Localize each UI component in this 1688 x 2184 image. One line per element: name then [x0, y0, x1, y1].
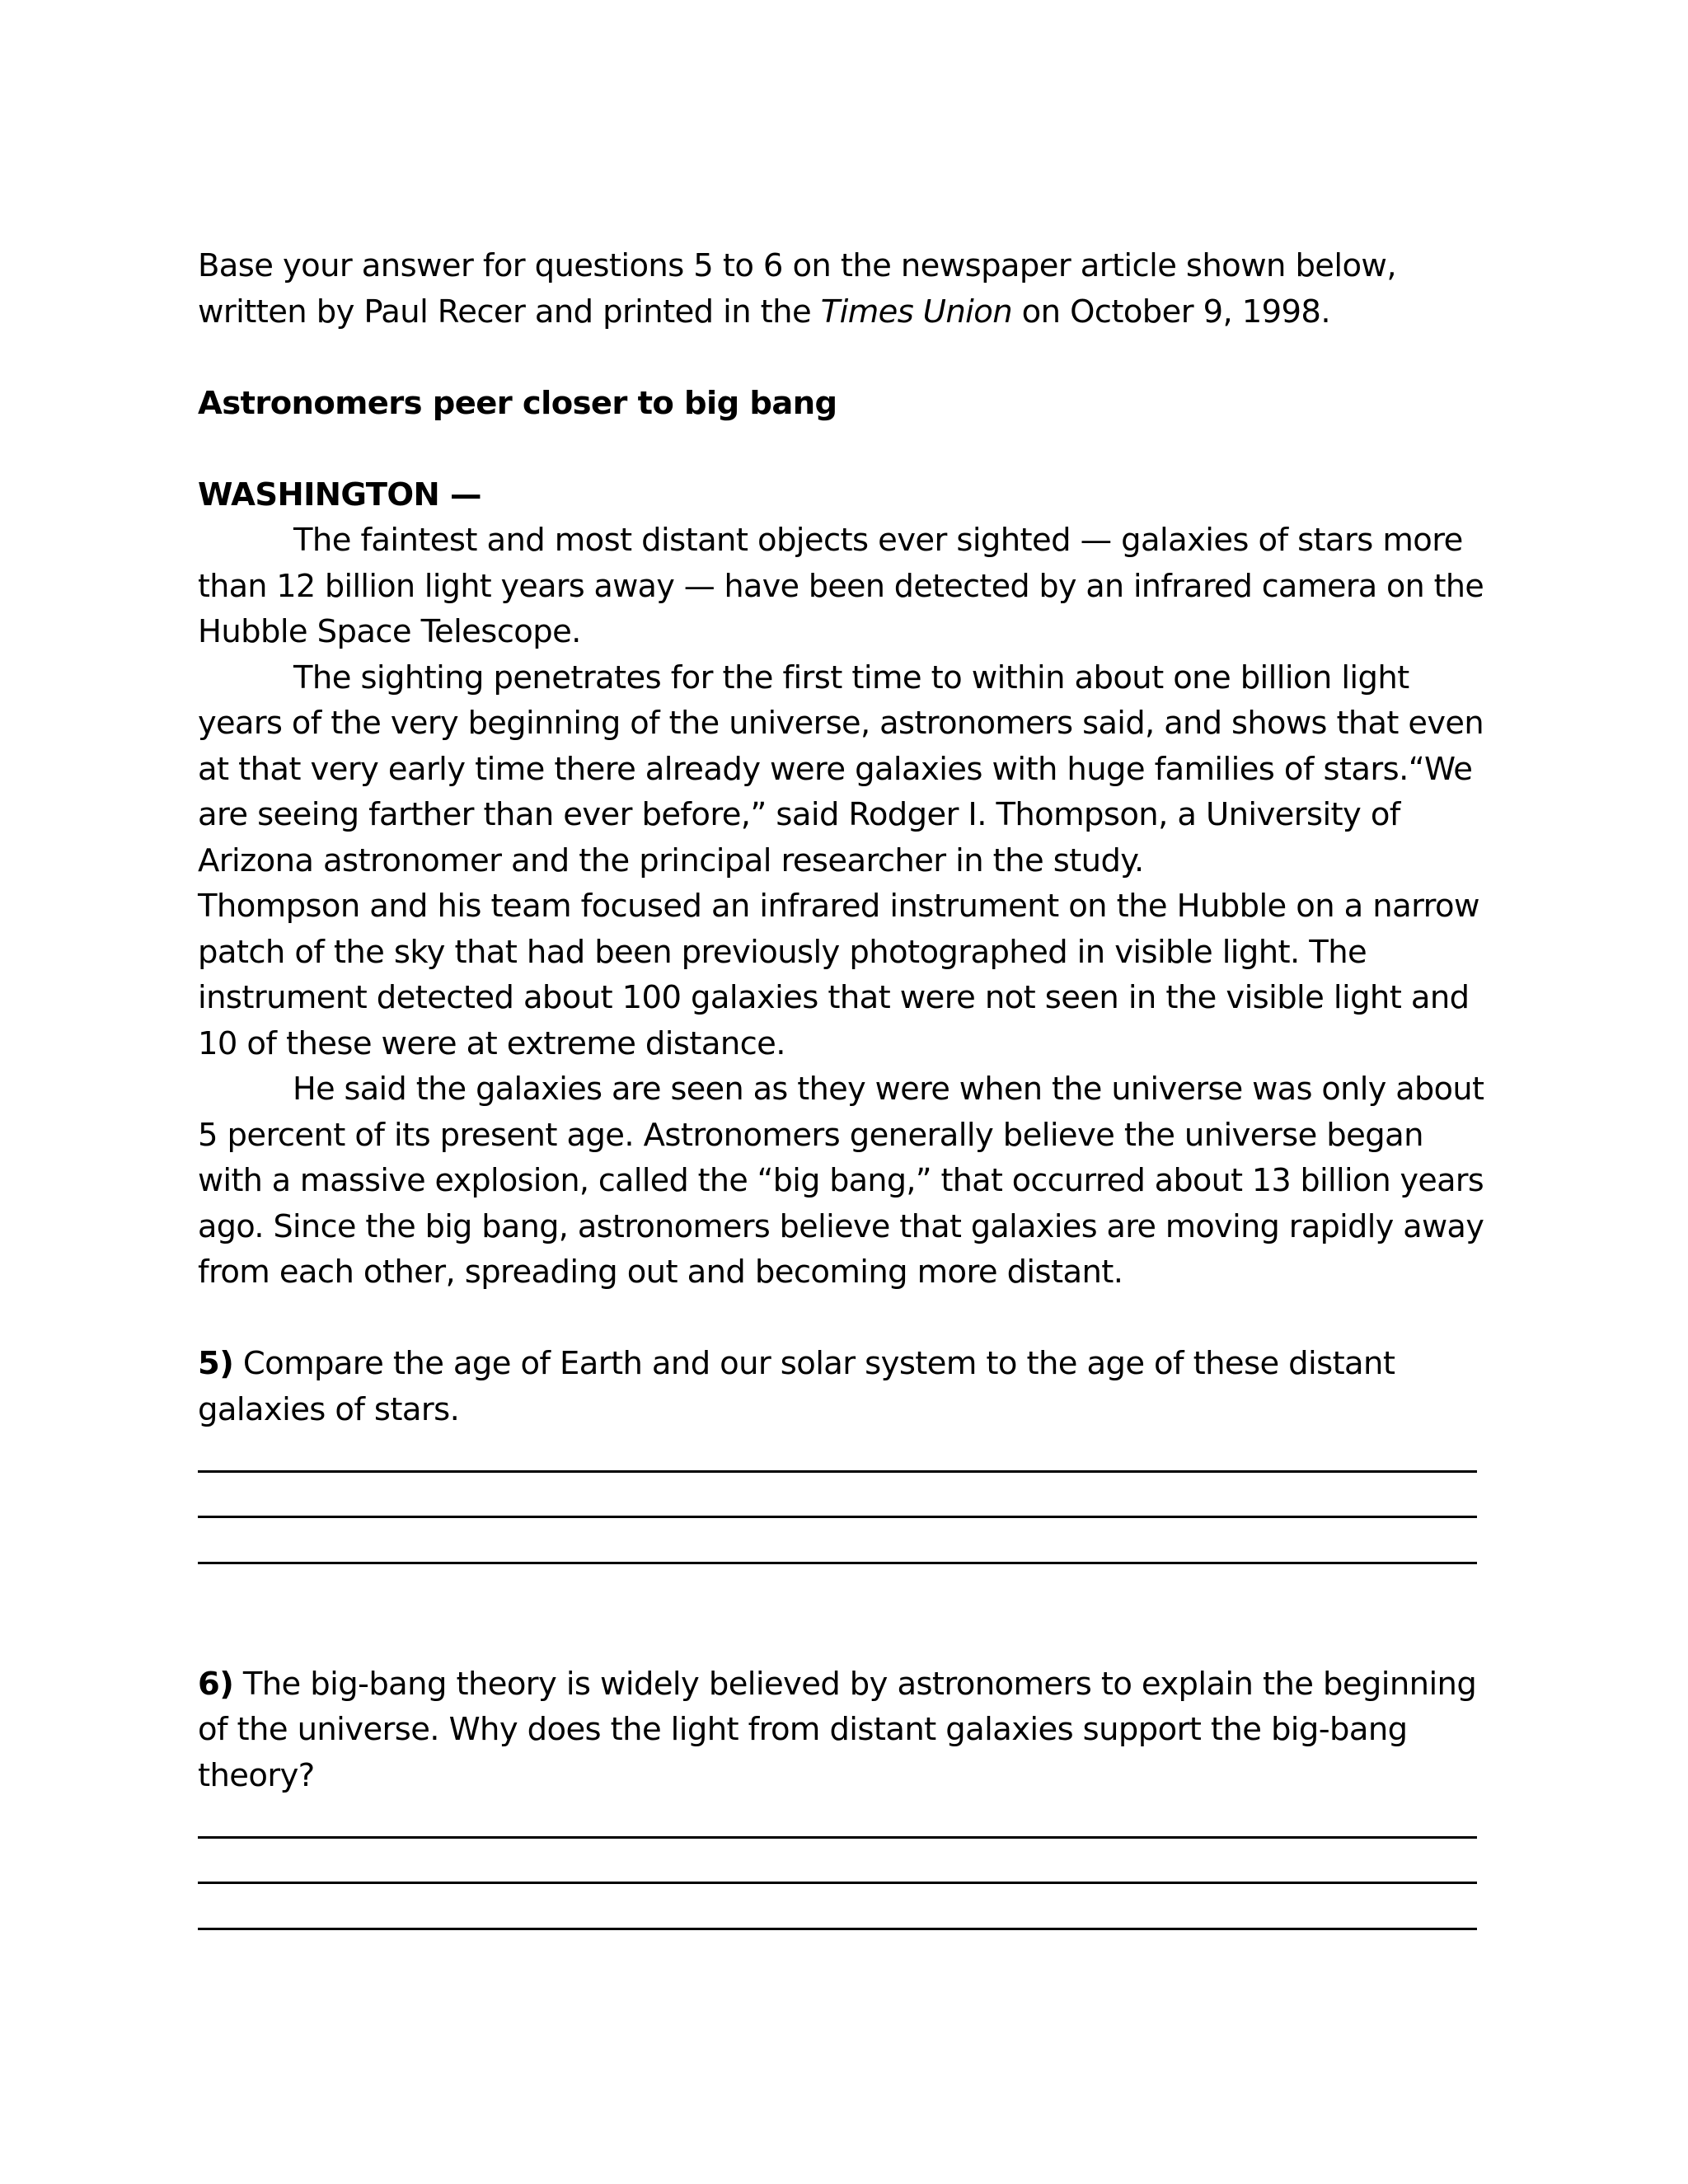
- article-line: from each other, spreading out and becoming more distant.: [198, 1254, 1123, 1291]
- worksheet-page: [198, 243, 1484, 1936]
- article-line: years of the very beginning of the universe, astronomers said, and shows that even: [198, 705, 1484, 742]
- answer-line-q5-2[interactable]: [198, 1479, 1484, 1525]
- question-5-line-1: [198, 1341, 1484, 1387]
- article-line: patch of the sky that had been previously photographed in visible light. The: [198, 933, 1367, 971]
- question-6-line-1: [198, 1661, 1484, 1708]
- article-headline: Astronomers peer closer to big bang: [198, 384, 837, 422]
- question-5-number: 5): [198, 1345, 234, 1382]
- article-line: instrument detected about 100 galaxies that were not seen in the visible light and: [198, 979, 1470, 1016]
- article-line: are seeing farther than ever before,” said Rodger I. Thompson, a University of: [198, 796, 1400, 833]
- spacer: [198, 1296, 1484, 1342]
- article-line: with a massive explosion, called the “big bang,” that occurred about 13 billion years: [198, 1162, 1484, 1199]
- intro-line-2: [198, 289, 1484, 335]
- article-dateline: WASHINGTON —: [198, 476, 481, 513]
- answer-line-q6-1[interactable]: [198, 1798, 1484, 1844]
- question-5-line-2: galaxies of stars.: [198, 1390, 460, 1428]
- article-line: Hubble Space Telescope.: [198, 613, 581, 650]
- question-6: [198, 1661, 1484, 1936]
- publication-name: Times Union: [820, 293, 1013, 330]
- spacer: [198, 426, 1484, 472]
- answer-line-q6-2[interactable]: [198, 1844, 1484, 1891]
- answer-line-q6-3[interactable]: [198, 1890, 1484, 1936]
- question-6-line-2: of the universe. Why does the light from distant galaxies support the big-bang: [198, 1711, 1408, 1748]
- intro-line-1: Base your answer for questions 5 to 6 on the newspaper article shown below,: [198, 247, 1396, 284]
- question-6-number: 6): [198, 1665, 234, 1703]
- article-line: 10 of these were at extreme distance.: [198, 1024, 785, 1062]
- question-6-line-3: theory?: [198, 1756, 315, 1794]
- question-5-text: Compare the age of Earth and our solar system to the age of these distant: [233, 1345, 1395, 1382]
- article-line: The faintest and most distant objects ever sighted — galaxies of stars more: [293, 522, 1463, 559]
- intro-text-before: written by Paul Recer and printed in the: [198, 293, 821, 330]
- article-line: at that very early time there already were galaxies with huge families of stars.“We: [198, 750, 1473, 788]
- answer-line-q5-1[interactable]: [198, 1432, 1484, 1479]
- question-6-text: The big-bang theory is widely believed by astronomers to explain the beginning: [233, 1665, 1477, 1703]
- intro-text-after: on October 9, 1998.: [1012, 293, 1330, 330]
- spacer: [198, 1570, 1484, 1661]
- article-line: Arizona astronomer and the principal researcher in the study.: [198, 841, 1144, 879]
- article-body: [198, 518, 1484, 1296]
- article-line: Thompson and his team focused an infrared instrument on the Hubble on a narrow: [198, 888, 1479, 925]
- answer-line-q5-3[interactable]: [198, 1524, 1484, 1570]
- article-line: The sighting penetrates for the first time to within about one billion light: [293, 658, 1409, 696]
- question-5: [198, 1341, 1484, 1570]
- article-line: He said the galaxies are seen as they were when the universe was only about: [292, 1071, 1484, 1108]
- article-line: than 12 billion light years away — have been detected by an infrared camera on the: [198, 567, 1484, 605]
- spacer: [198, 335, 1484, 381]
- article-line: ago. Since the big bang, astronomers believe that galaxies are moving rapidly away: [198, 1207, 1484, 1245]
- article-line: 5 percent of its present age. Astronomers generally believe the universe began: [198, 1116, 1423, 1154]
